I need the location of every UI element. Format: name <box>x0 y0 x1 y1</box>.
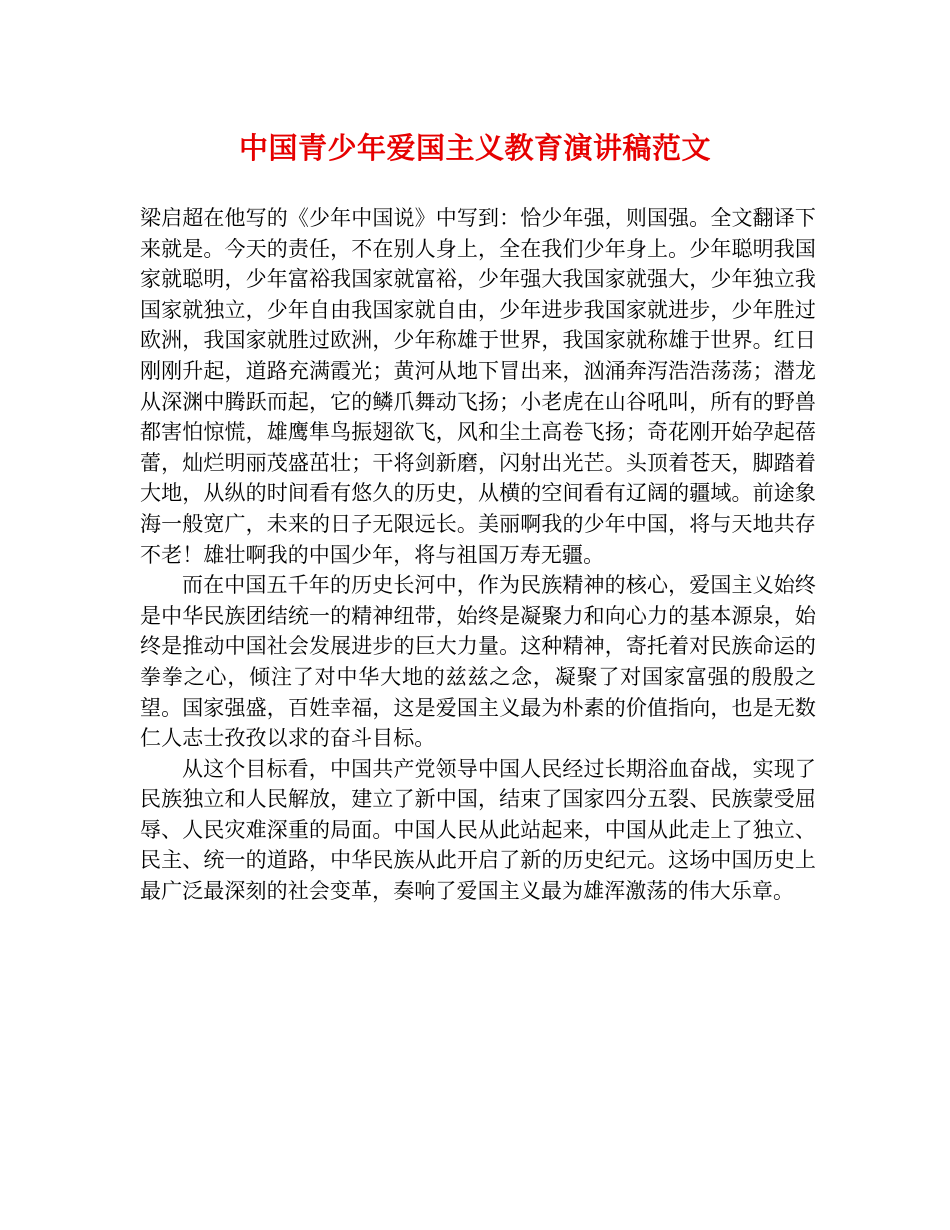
document-title: 中国青少年爱国主义教育演讲稿范文 <box>238 131 711 165</box>
paragraph-3: 从这个目标看，中国共产党领导中国人民经过长期浴血奋战，实现了民族独立和人民解放，建立了新中国，结束了国家四分五裂、民族蒙受屈辱、人民灾难深重的局面。中国人民从此站起来，中国从此走上了独立、民主、统一的道路，中华民族从此开启了新的历史纪元。这场中国历史上最广泛最深刻的社会变革，奏响了爱国主义最为雄浑激荡的伟大乐章。 <box>140 756 816 904</box>
document-body <box>140 203 816 907</box>
paragraph-1: 梁启超在他写的《少年中国说》中写到：恰少年强，则国强。全文翻译下来就是。今天的责任，不在别人身上，全在我们少年身上。少年聪明我国家就聪明，少年富裕我国家就富裕，少年强大我国家就强大，少年独立我国家就独立，少年自由我国家就自由，少年进步我国家就进步，少年胜过欧洲，我国家就胜过欧洲，少年称雄于世界，我国家就称雄于世界。红日刚刚升起，道路充满霞光；黄河从地下冒出来，汹涌奔泻浩浩荡荡；潜龙从深渊中腾跃而起，它的鳞爪舞动飞扬；小老虎在山谷吼叫，所有的野兽都害怕惊慌，雄鹰隼鸟振翅欲飞，风和尘土高卷飞扬；奇花刚开始孕起蓓蕾，灿烂明丽茂盛茁壮；干将剑新磨，闪射出光芒。头顶着苍天，脚踏着大地，从纵的时间看有悠久的历史，从横的空间看有辽阔的疆域。前途象海一般宽广，未来的日子无限远长。美丽啊我的少年中国，将与天地共存不老！雄壮啊我的中国少年，将与祖国万寿无疆。 <box>140 206 816 567</box>
paragraph-2: 而在中国五千年的历史长河中，作为民族精神的核心，爱国主义始终是中华民族团结统一的精神纽带，始终是凝聚力和向心力的基本源泉，始终是推动中国社会发展进步的巨大力量。这种精神，寄托着对民族命运的拳拳之心，倾注了对中华大地的兹兹之念，凝聚了对国家富强的殷殷之望。国家强盛，百姓幸福，这是爱国主义最为朴素的价值指向，也是无数仁人志士孜孜以求的奋斗目标。 <box>140 573 816 751</box>
